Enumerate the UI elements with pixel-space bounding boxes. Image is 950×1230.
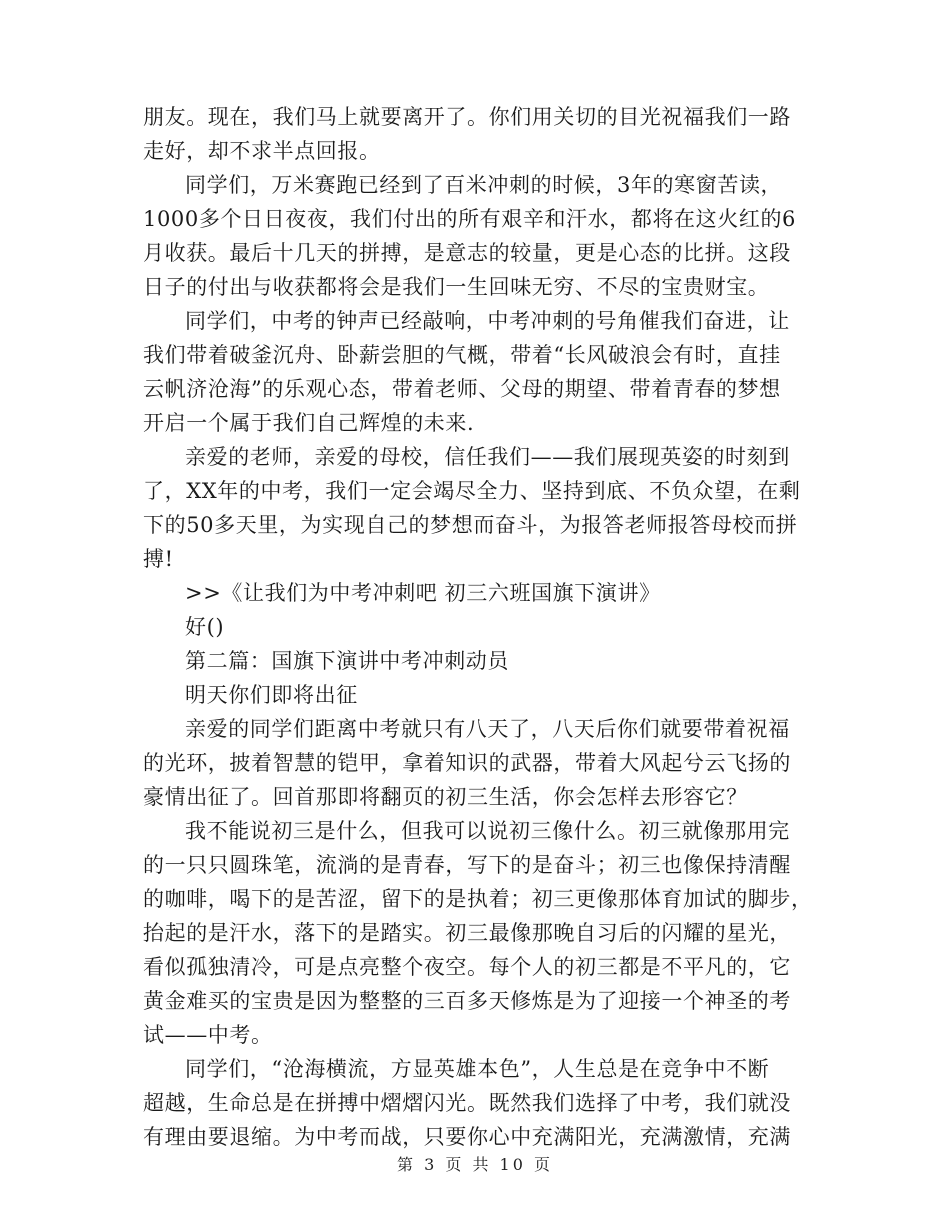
text-line: 日子的付出与收获都将会是我们一生回味无穷、不尽的宝贵财宝。 bbox=[143, 275, 770, 299]
page-number-footer: 第 3 页 共 10 页 bbox=[397, 1155, 553, 1174]
text-line: 同学们，万米赛跑已经到了百米冲刺的时候，3年的寒窗苦读， bbox=[185, 173, 783, 197]
text-line: 超越，生命总是在拼搏中熠熠闪光。既然我们选择了中考，我们就没 bbox=[143, 1091, 791, 1115]
text-line: 朋友。现在，我们马上就要离开了。你们用关切的目光祝福我们一路 bbox=[143, 105, 791, 129]
document-body bbox=[143, 100, 813, 1154]
text-line: 我不能说初三是什么，但我可以说初三像什么。初三就像那用完 bbox=[185, 819, 790, 843]
text-line: 的一只只圆珠笔，流淌的是青春，写下的是奋斗；初三也像保持清醒 bbox=[143, 853, 791, 877]
text-line: 同学们，中考的钟声已经敲响，中考冲刺的号角催我们奋进，让 bbox=[185, 309, 790, 333]
text-line: 搏! bbox=[143, 547, 174, 571]
text-line: 的光环，披着智慧的铠甲，拿着知识的武器，带着大风起兮云飞扬的 bbox=[143, 751, 791, 775]
text-line: 云帆济沧海”的乐观心态，带着老师、父母的期望、带着青春的梦想 bbox=[143, 377, 781, 401]
article-link[interactable]: >>《让我们为中考冲刺吧 初三六班国旗下演讲》 bbox=[185, 581, 661, 605]
section-subtitle: 明天你们即将出征 bbox=[185, 683, 358, 707]
text-line: 亲爱的老师，亲爱的母校，信任我们——我们展现英姿的时刻到 bbox=[185, 445, 790, 469]
text-line: 我们带着破釜沉舟、卧薪尝胆的气概，带着“长风破浪会有时，直挂 bbox=[143, 343, 781, 367]
text-line: 看似孤独清冷，可是点亮整个夜空。每个人的初三都是不平凡的，它 bbox=[143, 955, 791, 979]
text-line: 好() bbox=[185, 615, 225, 639]
text-line: 了，XX年的中考，我们一定会竭尽全力、坚持到底、不负众望，在剩 bbox=[143, 479, 801, 503]
text-line: 的咖啡，喝下的是苦涩，留下的是执着；初三更像那体育加试的脚步， bbox=[143, 887, 813, 911]
text-line: 豪情出征了。回首那即将翻页的初三生活，你会怎样去形容它？ bbox=[143, 785, 748, 809]
text-line: 黄金难买的宝贵是因为整整的三百多天修炼是为了迎接一个神圣的考 bbox=[143, 989, 791, 1013]
text-line: 月收获。最后十几天的拼搏，是意志的较量，更是心态的比拼。这段 bbox=[143, 241, 791, 265]
text-line: 抬起的是汗水，落下的是踏实。初三最像那晚自习后的闪耀的星光， bbox=[143, 921, 791, 945]
text-line: 开启一个属于我们自己辉煌的未来. bbox=[143, 411, 475, 435]
text-line: 有理由要退缩。为中考而战，只要你心中充满阳光，充满激情，充满 bbox=[143, 1125, 791, 1149]
text-line: 走好，却不求半点回报。 bbox=[143, 139, 381, 163]
section-heading: 第二篇：国旗下演讲中考冲刺动员 bbox=[185, 649, 509, 673]
text-line: 下的50多天里，为实现自己的梦想而奋斗，为报答老师报答母校而拼 bbox=[143, 513, 798, 537]
text-line: 亲爱的同学们距离中考就只有八天了，八天后你们就要带着祝福 bbox=[185, 717, 790, 741]
text-line: 试——中考。 bbox=[143, 1023, 273, 1047]
text-line: 1000多个日日夜夜，我们付出的所有艰辛和汗水，都将在这火红的6 bbox=[143, 207, 797, 231]
text-line: 同学们，“沧海横流，方显英雄本色”，人生总是在竞争中不断 bbox=[185, 1057, 770, 1081]
